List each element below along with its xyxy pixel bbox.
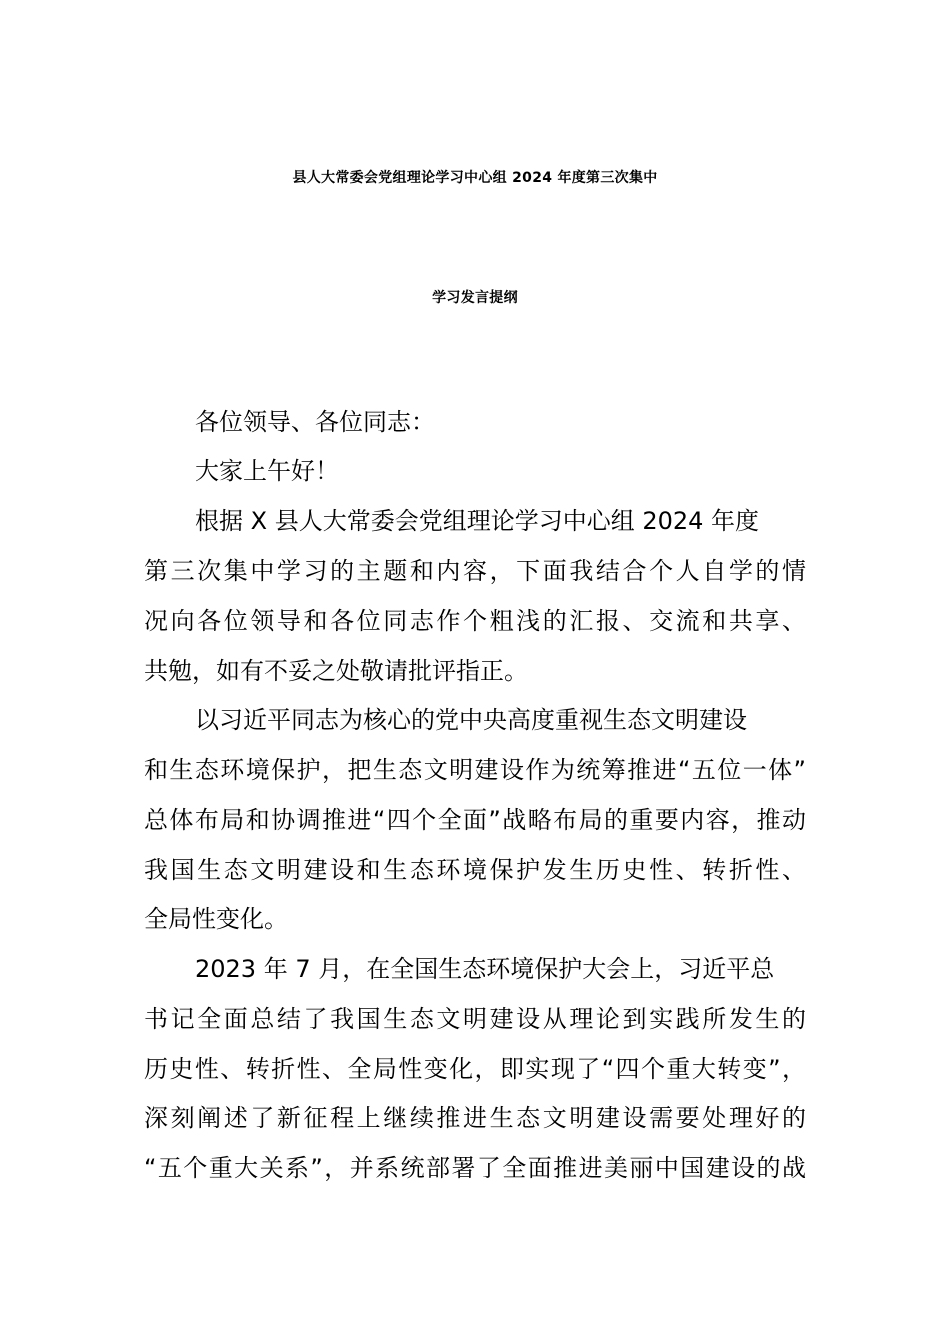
paragraph2-line: 全局性变化。 [144,905,288,933]
paragraph3-line: 2023 年 7 月，在全国生态环境保护大会上，习近平总 [195,955,775,983]
paragraph1-line: 第三次集中学习的主题和内容，下面我结合个人自学的情 [144,557,806,585]
paragraph3-line: “五个重大关系”，并系统部署了全面推进美丽中国建设的战 [144,1154,806,1182]
salutation: 各位领导、各位同志： [195,408,435,436]
document-title-line-2: 学习发言提纲 [432,290,518,306]
paragraph2-line: 我国生态文明建设和生态环境保护发生历史性、转折性、 [144,856,806,884]
paragraph2-line: 以习近平同志为核心的党中央高度重视生态文明建设 [195,706,747,734]
paragraph3-line: 深刻阐述了新征程上继续推进生态文明建设需要处理好的 [144,1104,806,1132]
paragraph1-line: 况向各位领导和各位同志作个粗浅的汇报、交流和共享、 [144,607,806,635]
greeting: 大家上午好！ [195,457,339,485]
paragraph1-line: 根据 X 县人大常委会党组理论学习中心组 2024 年度 [195,507,760,535]
paragraph2-line: 总体布局和协调推进“四个全面”战略布局的重要内容，推动 [144,806,806,834]
paragraph3-line: 书记全面总结了我国生态文明建设从理论到实践所发生的 [144,1005,806,1033]
paragraph1-line: 共勉，如有不妥之处敬请批评指正。 [144,657,528,685]
document-title-line-1: 县人大常委会党组理论学习中心组 2024 年度第三次集中 [292,170,658,186]
paragraph2-line: 和生态环境保护，把生态文明建设作为统筹推进“五位一体” [144,756,806,784]
paragraph3-line: 历史性、转折性、全局性变化，即实现了“四个重大转变”， [144,1055,806,1083]
